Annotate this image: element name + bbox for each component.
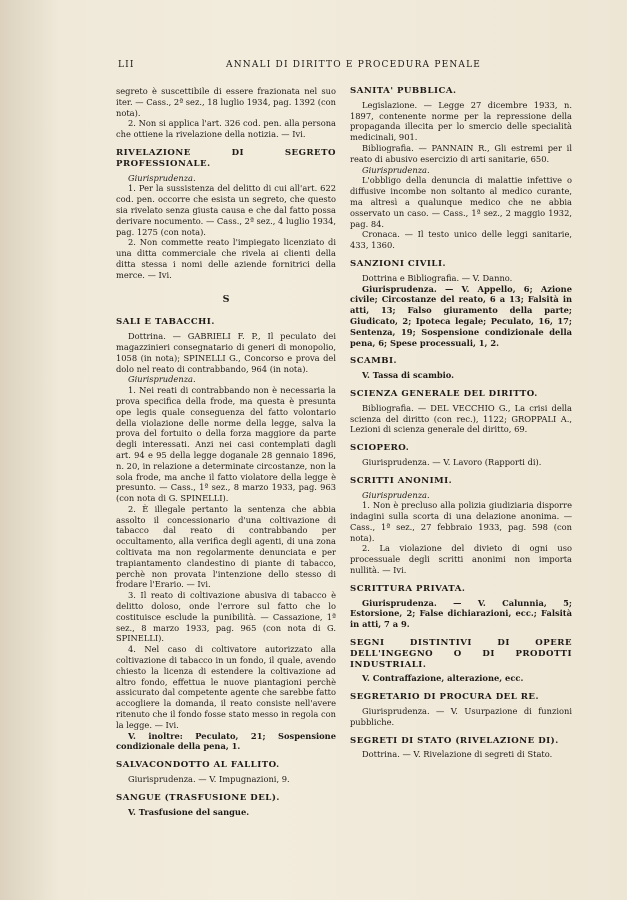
paragraph: 2. Non si applica l'art. 326 cod. pen. alla persona che ottiene la rivelazione della notizia. — Ivi. [116, 118, 336, 140]
subheading: Giurisprudenza. [128, 374, 196, 385]
paragraph: Bibliografia. — PANNAIN R., Gli estremi per il reato di abusivo esercizio di arti sanitarie, 650. [350, 142, 572, 164]
entry-heading: SALVACONDOTTO AL FALLITO. [116, 760, 280, 771]
entry-heading: SCRITTI ANONIMI. [350, 475, 453, 486]
paragraph: 1. Per la sussistenza del delitto di cui all'art. 622 cod. pen. occorre che esista un segreto, che questo sia rivelato senza giusta causa e che dal fatto possa derivare nocumento. — Cass., 2ª sez., 4 luglio 1934, pag. 1275 (con nota). [116, 183, 336, 237]
entry-heading: RIVELAZIONE DI SEGRETO PROFESSIONALE. [116, 147, 336, 169]
cross-reference: Giurisprudenza. — V. Calunnia, 5; Estorsione, 2; False dichiarazioni, ecc.; Falsità in atti, 7 a 9. [350, 597, 572, 630]
paragraph: 4. Nel caso di coltivatore autorizzato alla coltivazione di tabacco in un fondo, il quale, avendo chiesto la licenza di estendere la coltivazione ad altro fondo, effettua le nuove piantagioni perchè assicurato dal competente agente che sarebbe fatto accogliere la domanda, il reato consiste nell'avere ritenuto che il fondo fosse stato messo in regola con la legge. — Ivi. [116, 644, 336, 730]
entry-heading: SCIOPERO. [350, 443, 410, 454]
journal-title: ANNALI DI DIRITTO E PROCEDURA PENALE [226, 60, 482, 70]
paragraph: Giurisprudenza. — V. Impugnazioni, 9. [128, 774, 290, 785]
paragraph: Giurisprudenza. — V. Lavoro (Rapporti di). [362, 456, 542, 467]
entry-heading: SEGNI DISTINTIVI DI OPERE DELL'INGEGNO O DI PRODOTTI INDUSTRIALI. [350, 638, 572, 670]
paragraph: 1. Nei reati di contrabbando non è necessaria la prova specifica della frode, ma questa è presunta ope legis quale conseguenza del fatto volontario della violazione delle norme della legge, salva la prova del fortuito o della forza maggiore da parte degli interessati. Anzi nei casi contemplati dagli art. 94 e 95 della legge doganale 28 gennaio 1896, n. 20, in relazione a determinate circostanze, non la sola frode, ma anche il fatto violatore della legge è presunto. — Cass., 1ª sez., 8 marzo 1933, pag. 963 (con nota di G. SPINELLI). [116, 385, 336, 504]
paragraph: L'obbligo della denuncia di malattie infettive o diffusive incombe non soltanto al medico curante, ma altresì a qualunque medico che ne abbia osservato un caso. — Cass., 1ª sez., 2 maggio 1932, pag. 84. [350, 175, 572, 229]
paragraph: Legislazione. — Legge 27 dicembre 1933, n. 1897, contenente norme per la repressione della propaganda illecita per lo smercio delle specialità medicinali, 901. [350, 99, 572, 143]
entry-heading: SEGRETARIO DI PROCURA DEL RE. [350, 692, 539, 703]
entry-heading: SCAMBI. [350, 356, 398, 367]
cross-reference: Giurisprudenza. — V. Appello, 6; Azione civile; Circostanze del reato, 6 a 13; Falsità in atti, 13; Falso giuramento della parte; Giudicato, 2; Ipoteca legale; Peculato, 16, 17; Sentenza, 19; Sospensione condizionale della pena, 6; Spese processuali, 1, 2. [350, 283, 572, 348]
paragraph: 2. La violazione del divieto di ogni uso processuale degli scritti anonimi non importa nullità. — Ivi. [350, 543, 572, 576]
page-number: LII [118, 60, 135, 70]
paragraph: 3. Il reato di coltivazione abusiva di tabacco è delitto doloso, onde l'errore sul fatto che lo costituisce esclude la punibilità. — Cassazione, 1ª sez., 8 marzo 1933, pag. 965 (con nota di G. SPINELLI). [116, 590, 336, 644]
cross-reference: V. Trasfusione del sangue. [128, 806, 250, 817]
entry-heading: SEGRETI DI STATO (RIVELAZIONE DI). [350, 735, 559, 746]
paragraph: 2. È illegale pertanto la sentenza che abbia assolto il concessionario d'una coltivazione di tabacco dal reato di contrabbando per occultamento, alla verifica degli agenti, di una zona coltivata ma non regolarmente denunciata e per trapiantamento clandestino di piante di tabacco, perchè non provata l'intenzione dello stesso di frodare l'Erario. — Ivi. [116, 503, 336, 590]
cross-reference: V. Contraffazione, alterazione, ecc. [362, 673, 524, 684]
entry-heading: SALI E TABACCHI. [116, 317, 215, 328]
paragraph: Bibliografia. — DEL VECCHIO G., La crisi della scienza del diritto (con rec.), 1122; GROPPALI A., Lezioni di scienza generale del diritto, 69. [350, 402, 572, 435]
section-letter: S [222, 293, 230, 305]
entry-heading: SANGUE (TRASFUSIONE DEL). [116, 792, 280, 803]
paragraph: Dottrina. — GABRIELI F. P., Il peculato dei magazzinieri consegnatario di generi di monopolio, 1058 (in nota); SPINELLI G., Concorso e prova del dolo nel reato di contrabbando, 964 (in nota). [116, 331, 336, 374]
paragraph: 2. Non commette reato l'impiegato licenziato di una ditta commerciale che rivela ai clienti della ditta stessa i nomi delle aziende fornitrici della merce. — Ivi. [116, 237, 336, 280]
paragraph: Giurisprudenza. — V. Usurpazione di funzioni pubbliche. [350, 706, 572, 727]
paragraph: segreto è suscettibile di essere frazionata nel suo iter. — Cass., 2ª sez., 18 luglio 1934, pag. 1392 (con nota). [116, 86, 336, 118]
cross-reference: V. inoltre: Peculato, 21; Sospensione condizionale della pena, 1. [116, 730, 336, 752]
right-column [350, 86, 572, 760]
subheading: Giurisprudenza. [362, 489, 430, 500]
cross-reference: V. Tassa di scambio. [362, 370, 455, 381]
subheading: Giurisprudenza. [362, 164, 430, 175]
paragraph: 1. Non è precluso alla polizia giudiziaria disporre indagini sulla scorta di una delazione anonima. — Cass., 1ª sez., 27 febbraio 1933, pag. 598 (con nota). [350, 500, 572, 543]
paragraph: Dottrina. — V. Rivelazione di segreti di Stato. [362, 749, 553, 760]
entry-heading: SCRITTURA PRIVATA. [350, 583, 466, 594]
binding-shadow [0, 0, 60, 900]
paragraph: Cronaca. — Il testo unico delle leggi sanitarie, 433, 1360. [350, 229, 572, 251]
entry-heading: SCIENZA GENERALE DEL DIRITTO. [350, 388, 538, 399]
entry-heading: SANITA' PUBBLICA. [350, 86, 457, 96]
paragraph: Dottrina e Bibliografia. — V. Danno. [362, 272, 513, 283]
subheading: Giurisprudenza. [128, 172, 196, 183]
entry-heading: SANZIONI CIVILI. [350, 258, 446, 269]
left-column [116, 86, 336, 817]
